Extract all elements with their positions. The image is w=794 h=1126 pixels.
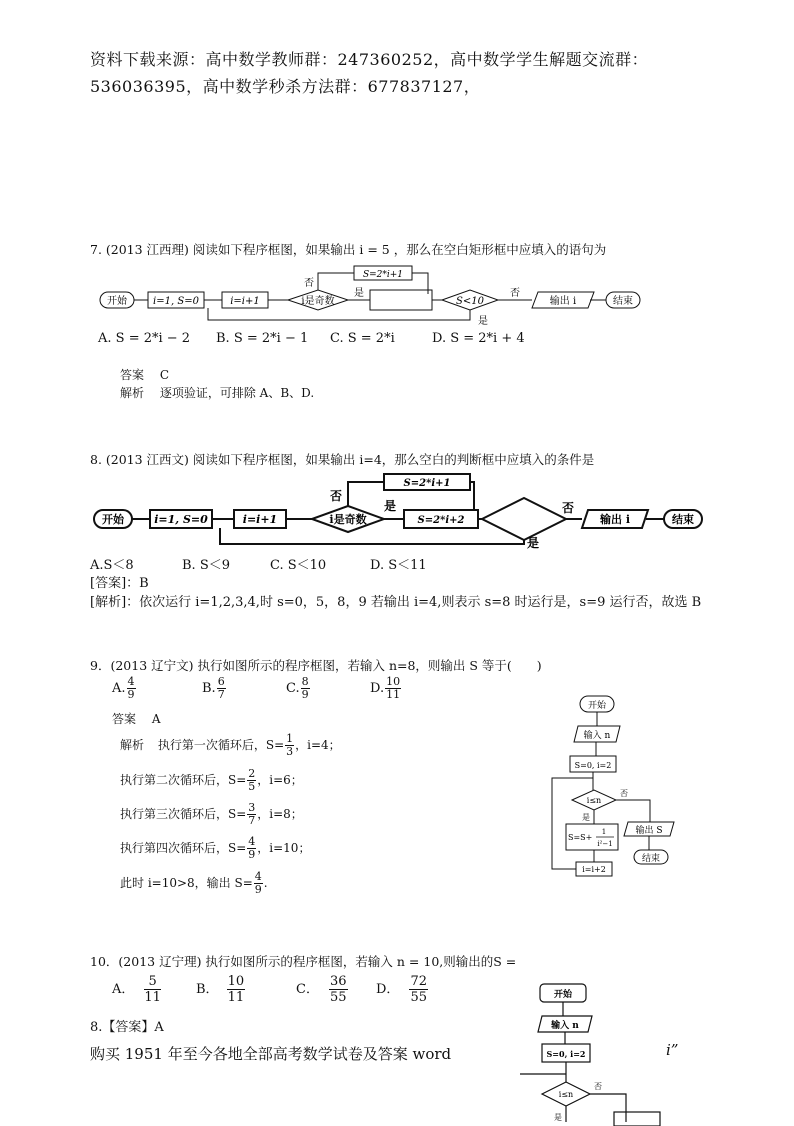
q9-step-3: 执行第三次循环后，S= $\frac{3}{7}$ ，i=8； [120, 801, 303, 827]
q10-flow-yes: 是 [554, 1113, 562, 1122]
q8-end-label: 结束 [672, 513, 694, 526]
q10-answer: 8.【答案】A [90, 1020, 164, 1035]
q10-flowchart [518, 982, 668, 1126]
q7-yes-label: 是 [354, 288, 364, 299]
q7-test-label: S<10 [456, 296, 484, 307]
q7-no-label: 否 [304, 278, 314, 289]
q7-analysis [120, 384, 314, 401]
q7-flowchart [98, 262, 648, 334]
q7-top-box-label: S=2*i+1 [362, 270, 404, 280]
q7-analysis-text: 逐项验证，可排除 A、B、D. [159, 386, 315, 400]
q9-flow-start: 开始 [587, 701, 607, 711]
q9-step-1: 解析 执行第一次循环后，S= $\frac{1}{3}$ ，i=4； [120, 732, 341, 758]
q7-option-b: B. S = 2*i − 1 [216, 331, 309, 346]
q7-option-d: D. S = 2*i + 4 [432, 331, 525, 346]
q10-option-d: D． $\frac{72}{55}$ [376, 974, 427, 1005]
q9-stem: 9．(2013 辽宁文) 执行如图所示的程序框图，若输入 n=8，则输出 S 等于( ) [90, 658, 542, 673]
q9-step-2: 执行第二次循环后，S= $\frac{2}{5}$ ，i=6； [120, 767, 303, 793]
q7-output-label: 输出 i [549, 296, 577, 307]
q8-answer: [答案]：B [90, 576, 149, 591]
q9-option-b: B. $\frac{6}{7}$ [202, 675, 225, 701]
q10-flow-start: 开始 [553, 990, 573, 1000]
q8-option-d: D. S＜11 [370, 558, 427, 573]
footer-text: 购买 1951 年至今各地全部高考数学试卷及答案 word [90, 1045, 452, 1063]
q10-flow-input: 输入 n [551, 1021, 579, 1031]
q8-option-b: B. S＜9 [182, 558, 230, 573]
q9-answer [112, 710, 161, 727]
q8-inc-label: i=i+1 [242, 513, 278, 526]
q7-init-label: i=1, S=0 [153, 296, 199, 307]
q8-stem: 8. (2013 江西文) 阅读如下程序框图，如果输出 i=4，那么空白的判断框中应填入的条件是 [90, 452, 595, 467]
footer-ad [90, 1043, 451, 1064]
q9-answer-value: A [151, 712, 161, 726]
q9-step-4: 执行第四次循环后，S= $\frac{4}{9}$ ，i=10； [120, 835, 311, 861]
q8-option-a: A.S＜8 [90, 558, 134, 573]
svg-text:1: 1 [601, 828, 607, 836]
q9-option-d: D. $\frac{10}{11}$ [370, 675, 401, 701]
q7-yes2-label: 是 [478, 316, 488, 327]
q9-analysis-label: 解析 [120, 738, 145, 752]
footer-tail: i” [666, 1041, 679, 1059]
q8-yes-label: 是 [384, 499, 397, 513]
q7-option-a: A. S = 2*i − 2 [98, 331, 191, 346]
q7-answer [120, 366, 169, 383]
q10-flow-no: 否 [594, 1082, 602, 1091]
q7-answer-label: 答案 [120, 368, 145, 382]
q8-output-label: 输出 i [599, 513, 631, 526]
q9-flow-output: 输出 S [635, 826, 663, 836]
q8-no2-label: 否 [562, 501, 575, 515]
q10-flow-init: S=0, i=2 [546, 1049, 586, 1059]
q8-start-label: 开始 [102, 513, 124, 526]
q9-flow-cond: i≤n [586, 796, 602, 805]
q8-yes2-label: 是 [527, 536, 540, 550]
q8-top-box-label: S=2*i+1 [403, 478, 451, 489]
q7-inc-label: i=i+1 [230, 296, 260, 307]
q9-flow-input: 输入 n [583, 731, 611, 741]
q7-end-label: 结束 [613, 296, 633, 307]
q9-final: 此时 i=10>8，输出 S= $\frac{4}{9}$ . [120, 870, 268, 896]
q7-option-c: C. S = 2*i [330, 331, 395, 346]
q10-flow-cond: i≤n [558, 1090, 574, 1099]
q7-answer-value: C [159, 368, 170, 382]
q7-blank-box [370, 290, 432, 310]
q9-flow-no: 否 [620, 789, 628, 798]
q9-option-c: C. $\frac{8}{9}$ [286, 675, 309, 701]
q9-flowchart [548, 694, 688, 894]
q8-cond-label: i是奇数 [329, 513, 367, 526]
q9-flow-update: S=S+ [568, 833, 593, 842]
q8-mid-box-label: S=2*i+2 [417, 515, 465, 526]
q9-option-a: A. $\frac{4}{9}$ [112, 675, 135, 701]
header-line-1: 资料下载来源：高中数学教师群：247360252，高中数学学生解题交流群： [90, 50, 649, 69]
q9-answer-label: 答案 [112, 712, 137, 726]
header-line-2: 536036395，高中数学秒杀方法群：677837127， [90, 77, 481, 96]
q10-stem: 10．(2013 辽宁理) 执行如图所示的程序框图，若输入 n = 10,则输出的S = [90, 954, 517, 969]
q9-flow-end: 结束 [641, 854, 661, 864]
q8-flowchart [92, 470, 712, 554]
q7-stem: 7. (2013 江西理) 阅读如下程序框图，如果输出 i = 5 ，那么在空白矩形框中应填入的语句为 [90, 242, 607, 257]
q7-start-label: 开始 [107, 296, 127, 307]
q9-flow-inc: i=i+2 [582, 865, 606, 874]
page-header [90, 46, 730, 100]
q8-option-c: C. S＜10 [270, 558, 327, 573]
q10-option-c: C． $\frac{36}{55}$ [296, 974, 347, 1005]
q7-analysis-label: 解析 [120, 386, 145, 400]
svg-text:i²−1: i²−1 [597, 840, 613, 848]
q8-blank-diamond [482, 498, 566, 540]
q10-option-a: A． $\frac{5}{11}$ [112, 974, 161, 1005]
q8-no-label: 否 [330, 489, 343, 503]
q8-analysis: [解析]：依次运行 i=1,2,3,4,时 s=0，5，8，9 若输出 i=4,则表示 s=8 时运行是，s=9 运行否，故选 B [90, 595, 702, 610]
q9-flow-init: S=0, i=2 [574, 761, 612, 770]
q10-option-b: B． $\frac{10}{11}$ [196, 974, 245, 1005]
q9-flow-yes: 是 [582, 813, 590, 822]
q7-cond-label: i是奇数 [301, 296, 335, 307]
q8-init-label: i=1, S=0 [154, 513, 208, 526]
q7-no2-label: 否 [510, 288, 520, 299]
